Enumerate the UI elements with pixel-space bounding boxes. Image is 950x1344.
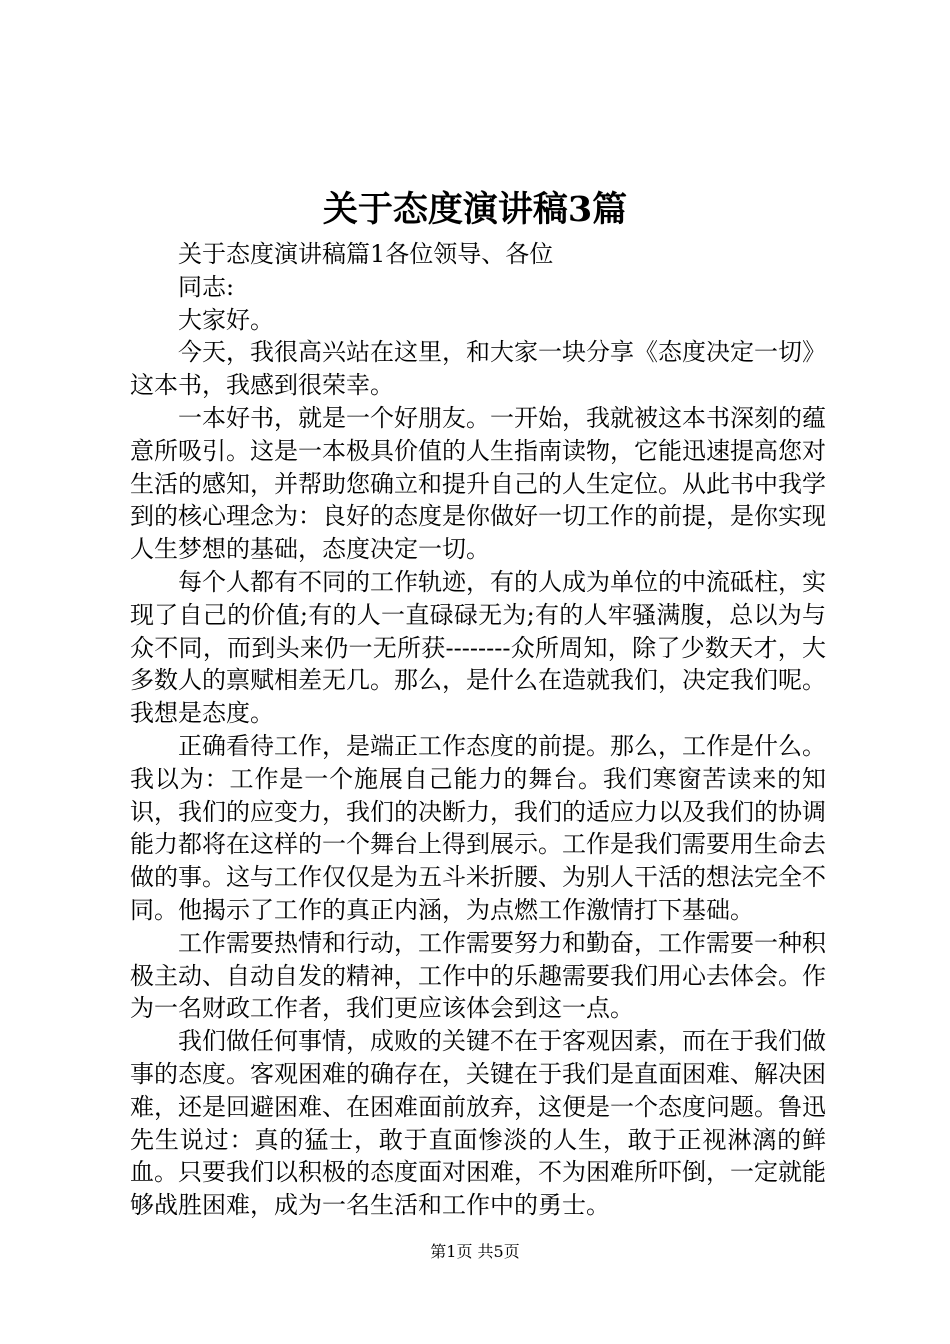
- page-number-footer: 第1页 共5页: [430, 1242, 520, 1261]
- paragraph-6: 每个人都有不同的工作轨迹，有的人成为单位的中流砥柱，实现了自己的价值;有的人一直碌碌无为;有的人牢骚满腹，总以为与众不同，而到头来仍一无所获--------众所周知，除了少数天才，大多数人的禀赋相差无几。那么，是什么在造就我们，决定我们呢。我想是态度。: [130, 567, 826, 728]
- paragraph-9: 我们做任何事情，成败的关键不在于客观因素，而在于我们做事的态度。客观困难的确存在，关键在于我们是直面困难、解决困难，还是回避困难、在困难面前放弃，这便是一个态度问题。鲁迅先生说过：真的猛士，敢于直面惨淡的人生，敢于正视淋漓的鲜血。只要我们以积极的态度面对困难，不为困难所吓倒，一定就能够战胜困难，成为一名生活和工作中的勇士。: [130, 1027, 826, 1220]
- paragraph-5: 一本好书，就是一个好朋友。一开始，我就被这本书深刻的蕴意所吸引。这是一本极具价值的人生指南读物，它能迅速提高您对生活的感知，并帮助您确立和提升自己的人生定位。从此书中我学到的核心理念为：良好的态度是你做好一切工作的前提，是你实现人生梦想的基础，态度决定一切。: [130, 403, 826, 564]
- document-body: [130, 238, 826, 1222]
- paragraph-7: 正确看待工作，是端正工作态度的前提。那么，工作是什么。我以为：工作是一个施展自己能力的舞台。我们寒窗苦读来的知识，我们的应变力，我们的决断力，我们的适应力以及我们的协调能力都将在这样的一个舞台上得到展示。工作是我们需要用生命去做的事。这与工作仅仅是为五斗米折腰、为别人干活的想法完全不同。他揭示了工作的真正内涵，为点燃工作激情打下基础。: [130, 731, 826, 924]
- paragraph-8: 工作需要热情和行动，工作需要努力和勤奋，工作需要一种积极主动、自动自发的精神，工作中的乐趣需要我们用心去体会。作为一名财政工作者，我们更应该体会到这一点。: [130, 928, 826, 1023]
- document-title: 关于态度演讲稿3篇: [322, 189, 628, 230]
- paragraph-3: 大家好。: [178, 305, 274, 334]
- paragraph-2: 同志:: [178, 272, 235, 301]
- paragraph-1: 关于态度演讲稿篇1各位领导、各位: [178, 240, 554, 268]
- paragraph-4: 今天，我很高兴站在这里，和大家一块分享《态度决定一切》这本书，我感到很荣幸。: [130, 338, 826, 400]
